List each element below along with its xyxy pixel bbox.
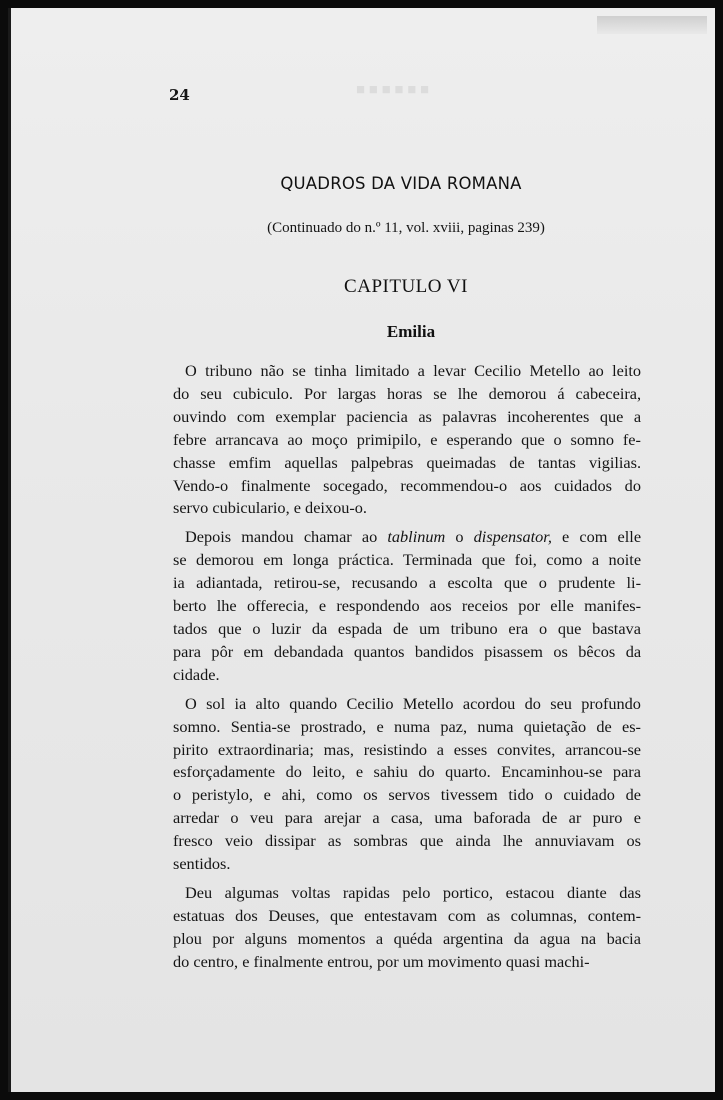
paragraph — [173, 693, 641, 876]
text-line: estatuas dos Deuses, que entestavam com as columnas, contem- — [173, 905, 642, 925]
text-line: pirito extraordinaria; mas, resistindo a esses convites, arrancou-se — [173, 739, 642, 759]
text-line: O tribuno não se tinha limitado a levar Cecilio Metello ao leito — [185, 361, 642, 380]
page-corner-shadow — [597, 16, 707, 34]
text-line: berto lhe offerecia, e respondendo aos receios por elle manifes- — [173, 596, 642, 616]
text-line: servo cubiculario, e deixou-o. — [173, 498, 367, 518]
paragraph — [173, 526, 641, 686]
text-line: tados que o luzir da espada de um tribuno era o que bastava — [173, 618, 641, 638]
bleed-through-text: ■ ■ ■ ■ ■ ■ — [356, 82, 430, 98]
text-line: do centro, e finalmente entrou, por um movimento quasi machi- — [173, 951, 590, 971]
page-number: 24 — [169, 86, 190, 104]
text-line: sentidos. — [173, 854, 231, 874]
text-line: somno. Sentia-se prostrado, e numa paz, numa quietação de es- — [173, 716, 641, 736]
text-line: para pôr em debandada quantos bandidos pisassem os bêcos da — [173, 641, 642, 661]
paragraph — [173, 882, 641, 974]
text-line: ia adiantada, retirou-se, recusando a escolta que o prudente li- — [173, 573, 641, 593]
text-line: Deu algumas voltas rapidas pelo portico, estacou diante das — [185, 882, 641, 902]
text-line: Vendo-o finalmente socegado, recommendou-o aos cuidados do — [173, 475, 641, 495]
body-text — [173, 360, 641, 980]
text-line: esforçadamente do leito, e sahiu do quarto. Encaminhou-se para — [173, 762, 641, 782]
text-line: o peristylo, e ahi, como os servos tivessem tido o cuidado de — [173, 785, 641, 805]
text-line: fresco veio dissipar as sombras que ainda lhe annuviavam os — [173, 831, 642, 851]
paragraph — [173, 360, 641, 520]
text-line: Depois mandou chamar ao tablinum o dispensator, e com elle — [185, 527, 642, 547]
text-line: O sol ia alto quando Cecilio Metello acordou do seu profundo — [185, 693, 641, 713]
text-line: chasse emfim aquellas palpebras queimadas de tantas vigilias. — [173, 452, 642, 472]
page-sheet — [8, 8, 715, 1092]
text-line: plou por alguns momentos a quéda argentina da agua na bacia — [173, 928, 641, 948]
text-line: febre arrancava ao moço primipilo, e esperando que o somno fe- — [173, 429, 641, 449]
article-title: QUADROS DA VIDA ROMANA — [280, 174, 522, 193]
continuation-note: (Continuado do n.º 11, vol. xviii, paginas 239) — [267, 220, 545, 236]
text-line: ouvindo com exemplar paciencia as palavras incoherentes que a — [173, 406, 642, 426]
chapter-heading: CAPITULO VI — [344, 276, 468, 297]
text-line: cidade. — [173, 664, 220, 684]
section-heading: Emilia — [386, 322, 436, 341]
text-line: se demorou em longa práctica. Terminada que foi, como a noite — [173, 550, 642, 570]
text-line: do seu cubiculo. Por largas horas se lhe demorou á cabeceira, — [173, 383, 642, 403]
text-line: arredar o veu para arejar a casa, uma baforada de ar puro e — [173, 808, 641, 828]
